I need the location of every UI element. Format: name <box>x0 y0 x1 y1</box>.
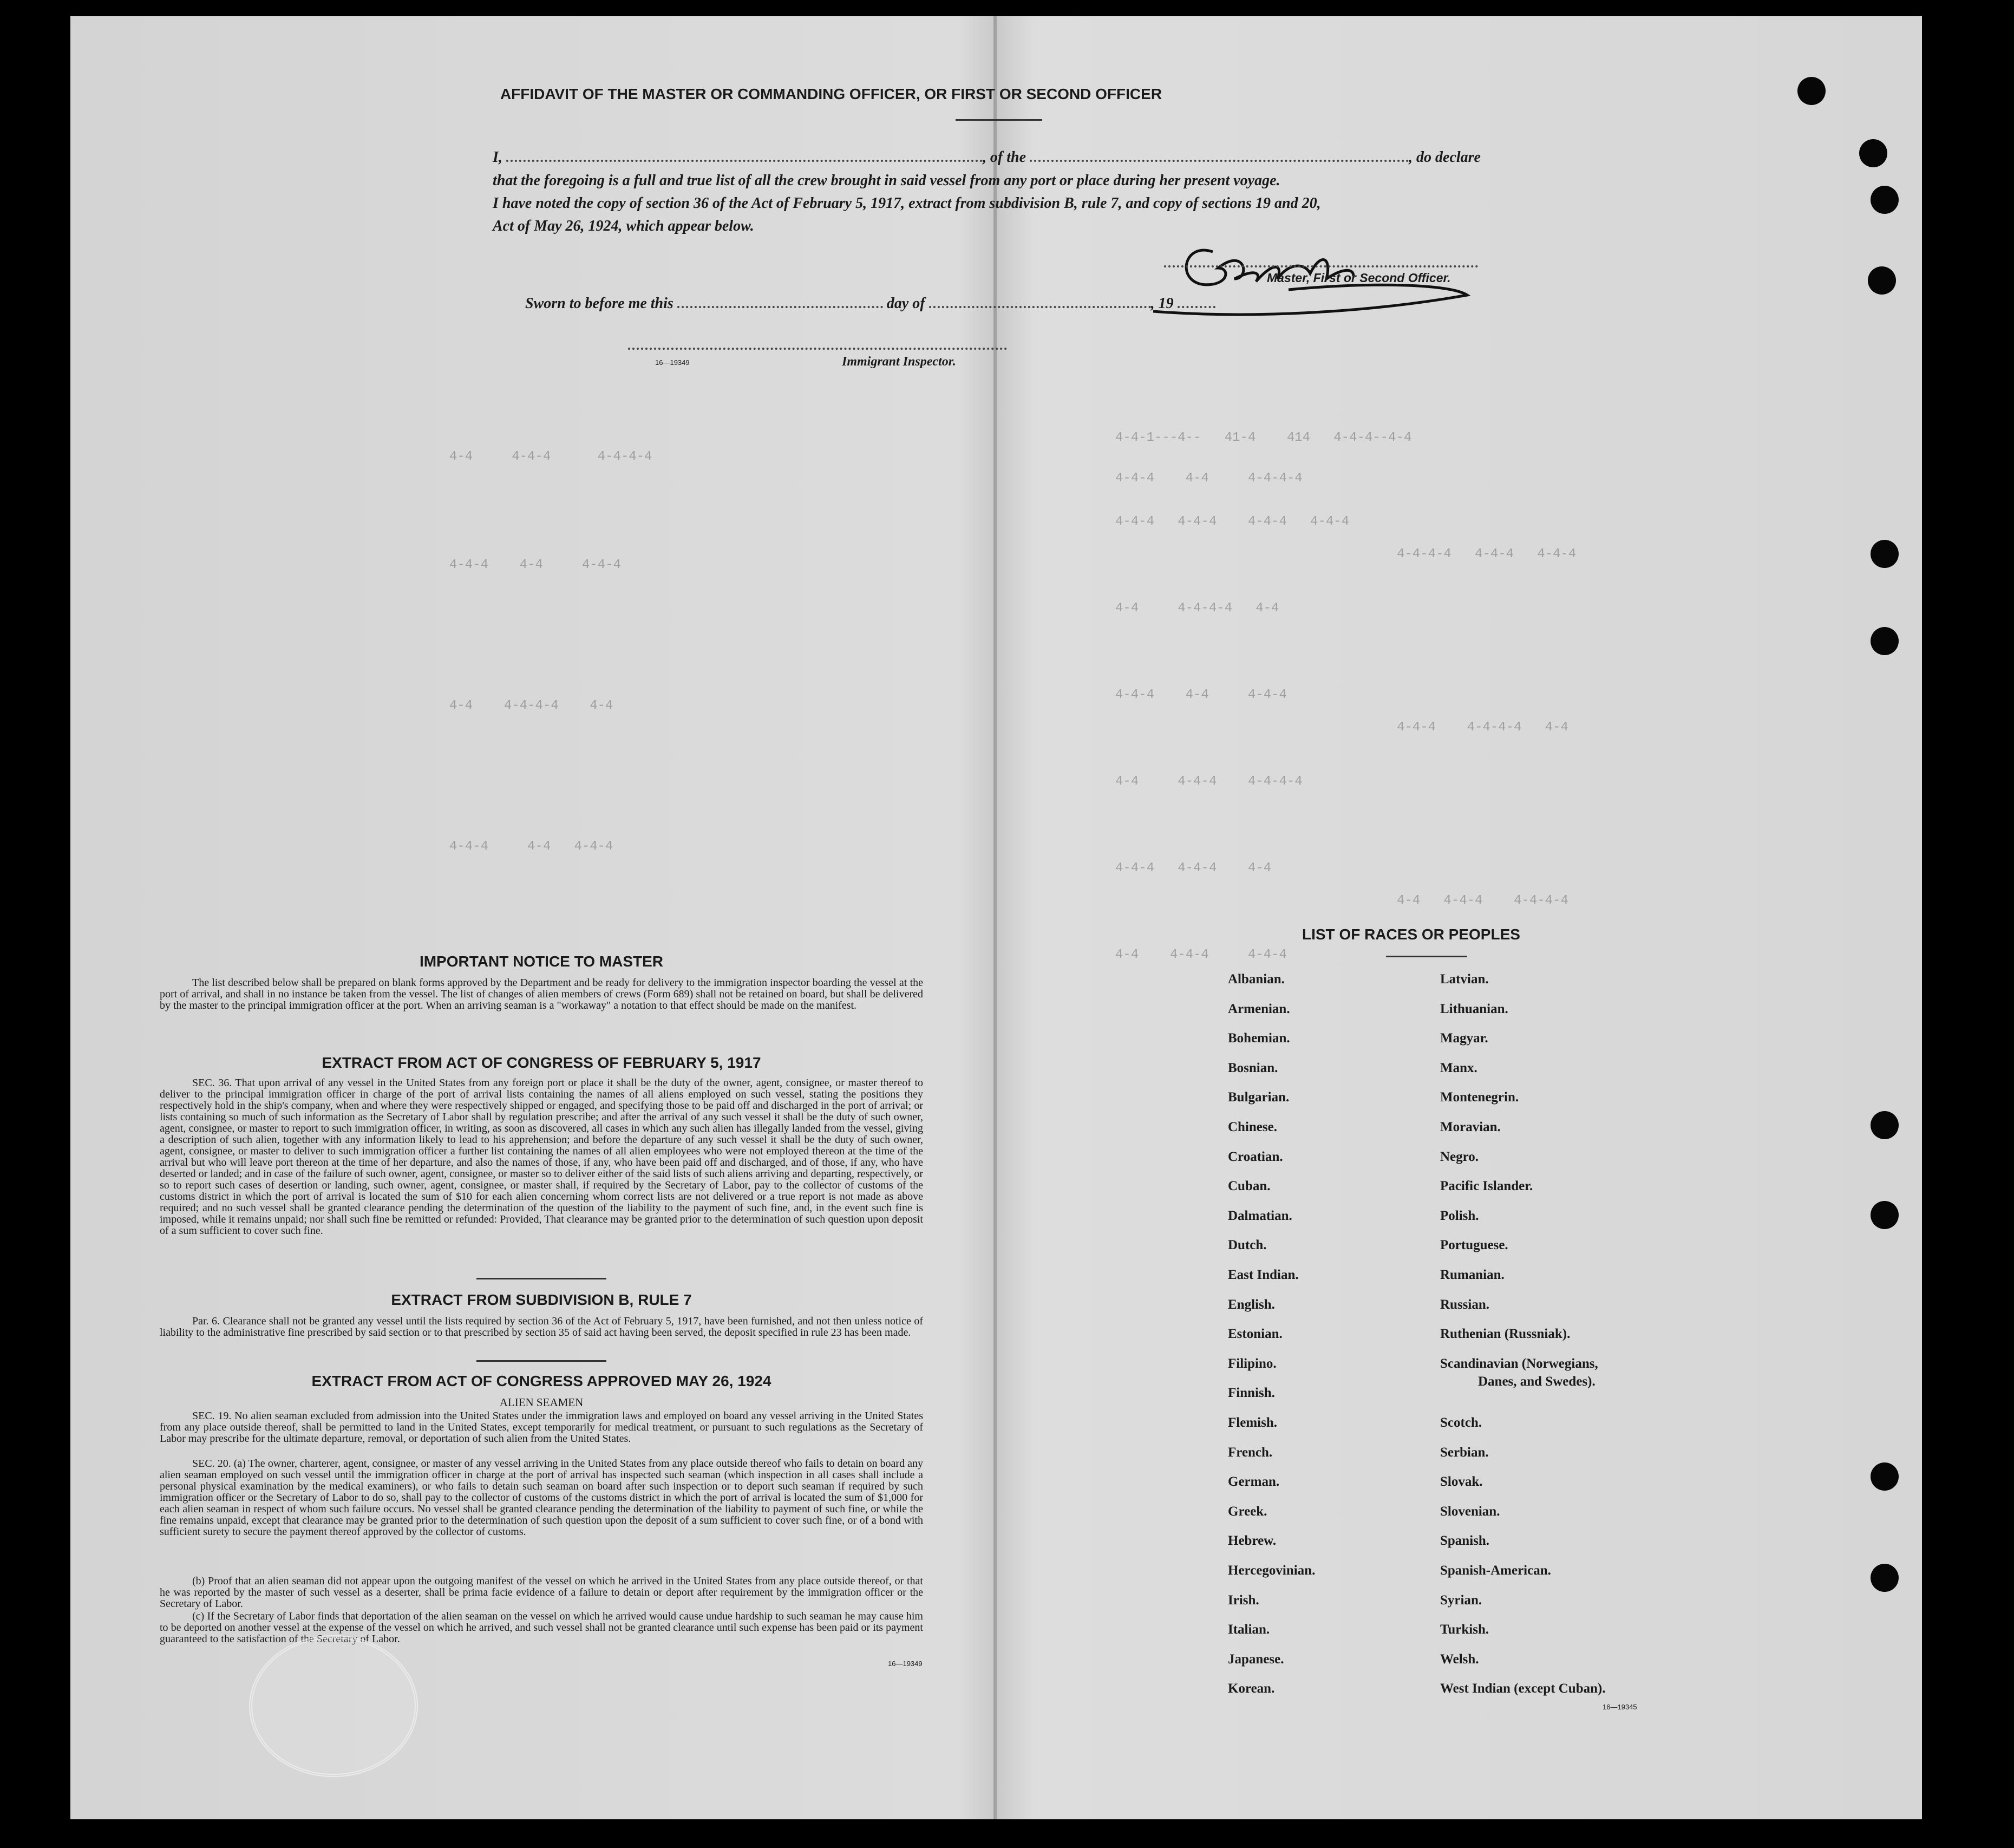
master-label: Master, First or Second Officer. <box>1267 271 1451 285</box>
sworn-line <box>525 295 1215 312</box>
race-item: Estonian. <box>1228 1327 1283 1342</box>
bleed-through-text: 4-4-4 4-4 4-4-4 <box>449 839 613 854</box>
race-item: Polish. <box>1440 1208 1479 1223</box>
punch-hole <box>1871 627 1899 655</box>
affidavit-form-number: 16—19349 <box>655 358 690 367</box>
race-item: Filipino. <box>1228 1356 1277 1371</box>
race-item: Flemish. <box>1228 1415 1277 1430</box>
race-item: Welsh. <box>1440 1651 1479 1667</box>
race-item: Irish. <box>1228 1592 1259 1608</box>
bleed-through-text: 4-4 4-4-4 4-4-4-4 <box>1115 774 1303 789</box>
punch-hole <box>1859 139 1887 167</box>
race-item: Croatian. <box>1228 1149 1283 1164</box>
race-item: Italian. <box>1228 1622 1270 1637</box>
race-item: Danes, and Swedes). <box>1478 1374 1595 1389</box>
extract-1917-body: SEC. 36. That upon arrival of any vessel in the United States from any foreign port or place it shall be the duty of the owner, agent, consignee, or master thereof to deliver to the principal immigration officer in charge of the port of arrival lists containing the names of all aliens employed on such vessel, stating the positions they respectively hold in the ship's company, when and where they were respectively shipped or engaged, and specifying those to be paid off and discharged in the port of arrival; or lists containing so much of such information as the Secretary of Labor shall by regulation prescribe; and after the arrival of any such vessel it shall be the duty of such owner, agent, consignee, or master to report to such immigration officer, in writing, as soon as discovered, all cases in which any such alien has illegally landed from the vessel, giving a description of such alien, together with any information likely to lead to his apprehension; and before the departure of any such vessel it shall be the duty of such owner, agent, consignee, or master to deliver to such immigration officer a further list containing the names of all alien employees who were not employed thereon at the time of the arrival but who will leave port thereon at the time of her departure, and also the names of those, if any, who have been paid off and discharged, and of those, if any, who have deserted or landed; and in case of the failure of such owner, agent, consignee, or master so to deliver either of the said lists of such aliens arriving and departing, respectively, or so to report such cases of desertion or landing, such owner, agent, consignee, or master shall, if required by the Secretary of Labor, pay to the collector of customs of the customs district in which the port of arrival is located the sum of $10 for each alien concerning whom correct lists are not delivered or a true report is not made as above required; and no such vessel shall be granted clearance pending the determination of the question of the liability to the payment of such fine, and, in the event such fine is imposed, while it remains unpaid; nor shall such fine be remitted or refunded: Provided, That clearance may be granted prior to the determination of such question upon deposit of a sum sufficient to cover such fine. <box>160 1077 923 1237</box>
divider <box>956 119 1042 121</box>
race-item: Finnish. <box>1228 1386 1275 1401</box>
year-label: , 19 <box>1150 295 1174 312</box>
race-item: Rumanian. <box>1440 1268 1505 1282</box>
do-declare-label: , do declare <box>1409 149 1481 166</box>
race-item: Magyar. <box>1440 1031 1488 1046</box>
race-item: Hebrew. <box>1228 1533 1277 1549</box>
bleed-through-text: 4-4 4-4-4 4-4-4-4 <box>449 449 652 464</box>
race-item: Slovenian. <box>1440 1504 1500 1519</box>
extract-form-number: 16—19349 <box>888 1660 923 1668</box>
race-item: Moravian. <box>1440 1120 1501 1134</box>
bleed-through-text: 4-4-4 4-4 4-4-4 <box>449 558 621 572</box>
race-item: French. <box>1228 1445 1273 1460</box>
race-item: Negro. <box>1440 1149 1479 1164</box>
bleed-through-text: 4-4 4-4-4-4 4-4 <box>1115 601 1279 616</box>
sec-20c-body: (c) If the Secretary of Labor finds that deportation of the alien seaman on the vessel on which he arrived would cause undue hardship to such seaman he may cause him to be deported on another vessel at the expense of the vessel on which he arrived, and such vessel shall not be granted clearance until such expense has been paid or its payment guaranteed to the satisfaction of the Secretary of Labor. <box>160 1610 923 1645</box>
punch-hole <box>1868 266 1896 295</box>
sworn-month-field[interactable] <box>929 306 1151 308</box>
affidavit-line-1 <box>493 149 1559 166</box>
race-item: Dutch. <box>1228 1238 1267 1253</box>
race-item: Lithuanian. <box>1440 1001 1508 1016</box>
race-item: Montenegrin. <box>1440 1090 1519 1105</box>
sworn-day-field[interactable] <box>677 306 883 308</box>
inspector-label: Immigrant Inspector. <box>842 355 956 369</box>
races-title: LIST OF RACES OR PEOPLES <box>1302 926 1520 943</box>
race-item: East Indian. <box>1228 1268 1299 1282</box>
divider <box>1386 956 1467 957</box>
sec-20a-body: SEC. 20. (a) The owner, charterer, agent, consignee, or master of any vessel arriving in the United States from any place outside thereof who fails to detain on board any alien seaman employed on such vessel until the immigration officer in charge at the port of arrival has inspected such seaman (which inspection in all cases shall include a personal physical examination by the medical examiners), or who fails to detain such seaman on board after such inspection or to deport such seaman if required by such immigration officer or the Secretary of Labor to do so, shall pay to the collector of customs of the customs district in which the port of arrival is located the sum of $1,000 for each alien seaman in respect of whom such failure occurs. No vessel shall be granted clearance pending the determination of the liability to payment of such fine, or while the fine remains unpaid, except that clearance may be granted prior to the determination of such question upon the deposit of a sum sufficient to cover such fine, or of a bond with sufficient surety to secure the payment thereof approved by the collector of customs. <box>160 1458 923 1538</box>
subdivision-title: EXTRACT FROM SUBDIVISION B, RULE 7 <box>391 1291 692 1308</box>
race-item: Pacific Islander. <box>1440 1179 1533 1194</box>
race-item: West Indian (except Cuban). <box>1440 1681 1606 1696</box>
divider <box>476 1360 606 1362</box>
bleed-through-text: 4-4 4-4-4-4 4-4 <box>449 698 613 713</box>
race-item: Armenian. <box>1228 1001 1290 1016</box>
race-item: Japanese. <box>1228 1651 1284 1667</box>
race-item: Portuguese. <box>1440 1238 1508 1253</box>
punch-hole <box>1871 1462 1899 1491</box>
extract-1924-title: EXTRACT FROM ACT OF CONGRESS APPROVED MAY 26, 1924 <box>311 1373 771 1389</box>
affidavit-line-4: Act of May 26, 1924, which appear below. <box>493 218 754 234</box>
race-item: Greek. <box>1228 1504 1267 1519</box>
bleed-through-text: 4-4-4 4-4-4 4-4-4 4-4-4 <box>1115 514 1350 529</box>
punch-hole <box>1871 186 1899 214</box>
sec-20b-body: (b) Proof that an alien seaman did not appear upon the outgoing manifest of the vessel on which he arrived in the United States from any place outside thereof, or that he was reported by the master of such vessel as a deserter, shall be prima facie evidence of a failure to detain or deport after requirement by the immigration officer or the Secretary of Labor. <box>160 1575 923 1610</box>
bleed-through-text: 4-4-4-4 4-4-4 4-4-4 <box>1397 547 1577 561</box>
divider <box>476 1278 606 1279</box>
inspector-line <box>628 348 1007 350</box>
race-item: Cuban. <box>1228 1179 1271 1194</box>
race-item: Manx. <box>1440 1060 1477 1075</box>
embossed-seal <box>249 1635 418 1777</box>
punch-hole <box>1871 540 1899 568</box>
race-item: Albanian. <box>1228 972 1285 987</box>
affidavit-line-3: I have noted the copy of section 36 of the Act of February 5, 1917, extract from subdivision B, rule 7, and copy of sections 19 and 20, <box>493 195 1321 212</box>
race-item: English. <box>1228 1297 1275 1312</box>
race-item: Bulgarian. <box>1228 1090 1290 1105</box>
race-item: Scotch. <box>1440 1415 1482 1430</box>
i-label: I, <box>493 149 502 166</box>
race-item: Ruthenian (Russniak). <box>1440 1327 1571 1342</box>
race-item: Bohemian. <box>1228 1031 1290 1046</box>
race-item: Turkish. <box>1440 1622 1489 1637</box>
race-item: Dalmatian. <box>1228 1208 1292 1223</box>
punch-hole <box>1871 1564 1899 1592</box>
race-item: Korean. <box>1228 1681 1275 1696</box>
race-item: Russian. <box>1440 1297 1490 1312</box>
affidavit-line-2: that the foregoing is a full and true list of all the crew brought in said vessel from any port or place during her present voyage. <box>493 172 1280 189</box>
bleed-through-text: 4-4-4 4-4-4 4-4 <box>1115 861 1272 876</box>
race-item: Syrian. <box>1440 1592 1482 1608</box>
notice-title: IMPORTANT NOTICE TO MASTER <box>419 953 664 970</box>
bleed-through-text: 4-4-4 4-4-4-4 4-4 <box>1397 720 1568 735</box>
race-item: Serbian. <box>1440 1445 1489 1460</box>
punch-hole <box>1871 1111 1899 1139</box>
bleed-through-text: 4-4-4 4-4 4-4-4 <box>1115 688 1287 702</box>
sec-19-body: SEC. 19. No alien seaman excluded from admission into the United States under the immigration laws and employed on board any vessel arriving in the United States from any place outside thereof, shall be permitted to land in the United States, except temporarily for medical treatment, or pursuant to such regulations as the Secretary of Labor may prescribe for the ultimate departure, removal, or deportation of such alien from the United States. <box>160 1410 923 1445</box>
race-item: Spanish. <box>1440 1533 1490 1549</box>
race-item: German. <box>1228 1474 1280 1490</box>
affidavit-title: AFFIDAVIT OF THE MASTER OR COMMANDING OFFICER, OR FIRST OR SECOND OFFICER <box>500 86 1162 102</box>
bleed-through-text: 4-4 4-4-4 4-4-4 <box>1115 948 1287 962</box>
race-item: Bosnian. <box>1228 1060 1278 1075</box>
sworn-year-field[interactable] <box>1178 306 1215 308</box>
race-item: Spanish-American. <box>1440 1563 1551 1578</box>
subdivision-body: Par. 6. Clearance shall not be granted any vessel until the lists required by section 36 of the Act of February 5, 1917, have been furnished, and not then unless notice of liability to the administrative fine prescribed by said section or to that prescribed by section 35 of said act having been served, the deposit specified in rule 23 has been made. <box>160 1315 923 1338</box>
punch-hole <box>1871 1201 1899 1229</box>
alien-seamen-subtitle: ALIEN SEAMEN <box>499 1396 584 1409</box>
race-item: Chinese. <box>1228 1120 1277 1134</box>
race-item: Hercegovinian. <box>1228 1563 1316 1578</box>
document-sheet <box>70 16 1922 1819</box>
race-item: Scandinavian (Norwegians, <box>1440 1356 1598 1371</box>
punch-hole <box>1797 77 1826 105</box>
extract-1917-title: EXTRACT FROM ACT OF CONGRESS OF FEBRUARY 5, 1917 <box>322 1054 761 1071</box>
races-form-number: 16—19345 <box>1603 1703 1637 1711</box>
of-the-label: , of the <box>982 149 1026 166</box>
bleed-through-text: 4-4-1---4-- 41-4 414 4-4-4--4-4 <box>1115 430 1412 445</box>
day-of-label: day of <box>886 295 925 312</box>
vessel-field[interactable] <box>1030 160 1409 162</box>
race-item: Latvian. <box>1440 972 1489 987</box>
center-fold <box>993 16 997 1819</box>
bleed-through-text: 4-4 4-4-4 4-4-4-4 <box>1397 893 1568 908</box>
race-item: Slovak. <box>1440 1474 1483 1490</box>
name-field[interactable] <box>506 160 983 162</box>
bleed-through-text: 4-4-4 4-4 4-4-4-4 <box>1115 471 1303 486</box>
notice-body: The list described below shall be prepared on blank forms approved by the Department and be ready for delivery to the immigration inspector boarding the vessel at the port of arrival, and shall in no instance be taken from the vessel. The list of changes of alien members of crews (Form 689) shall not be retained on board, but shall be delivered by the master to the principal immigration officer at the port. When an arriving seaman is a "workaway" a notation to that effect should be made on the manifest. <box>160 977 923 1011</box>
sworn-label: Sworn to before me this <box>525 295 673 312</box>
master-signature-line <box>1164 265 1478 267</box>
